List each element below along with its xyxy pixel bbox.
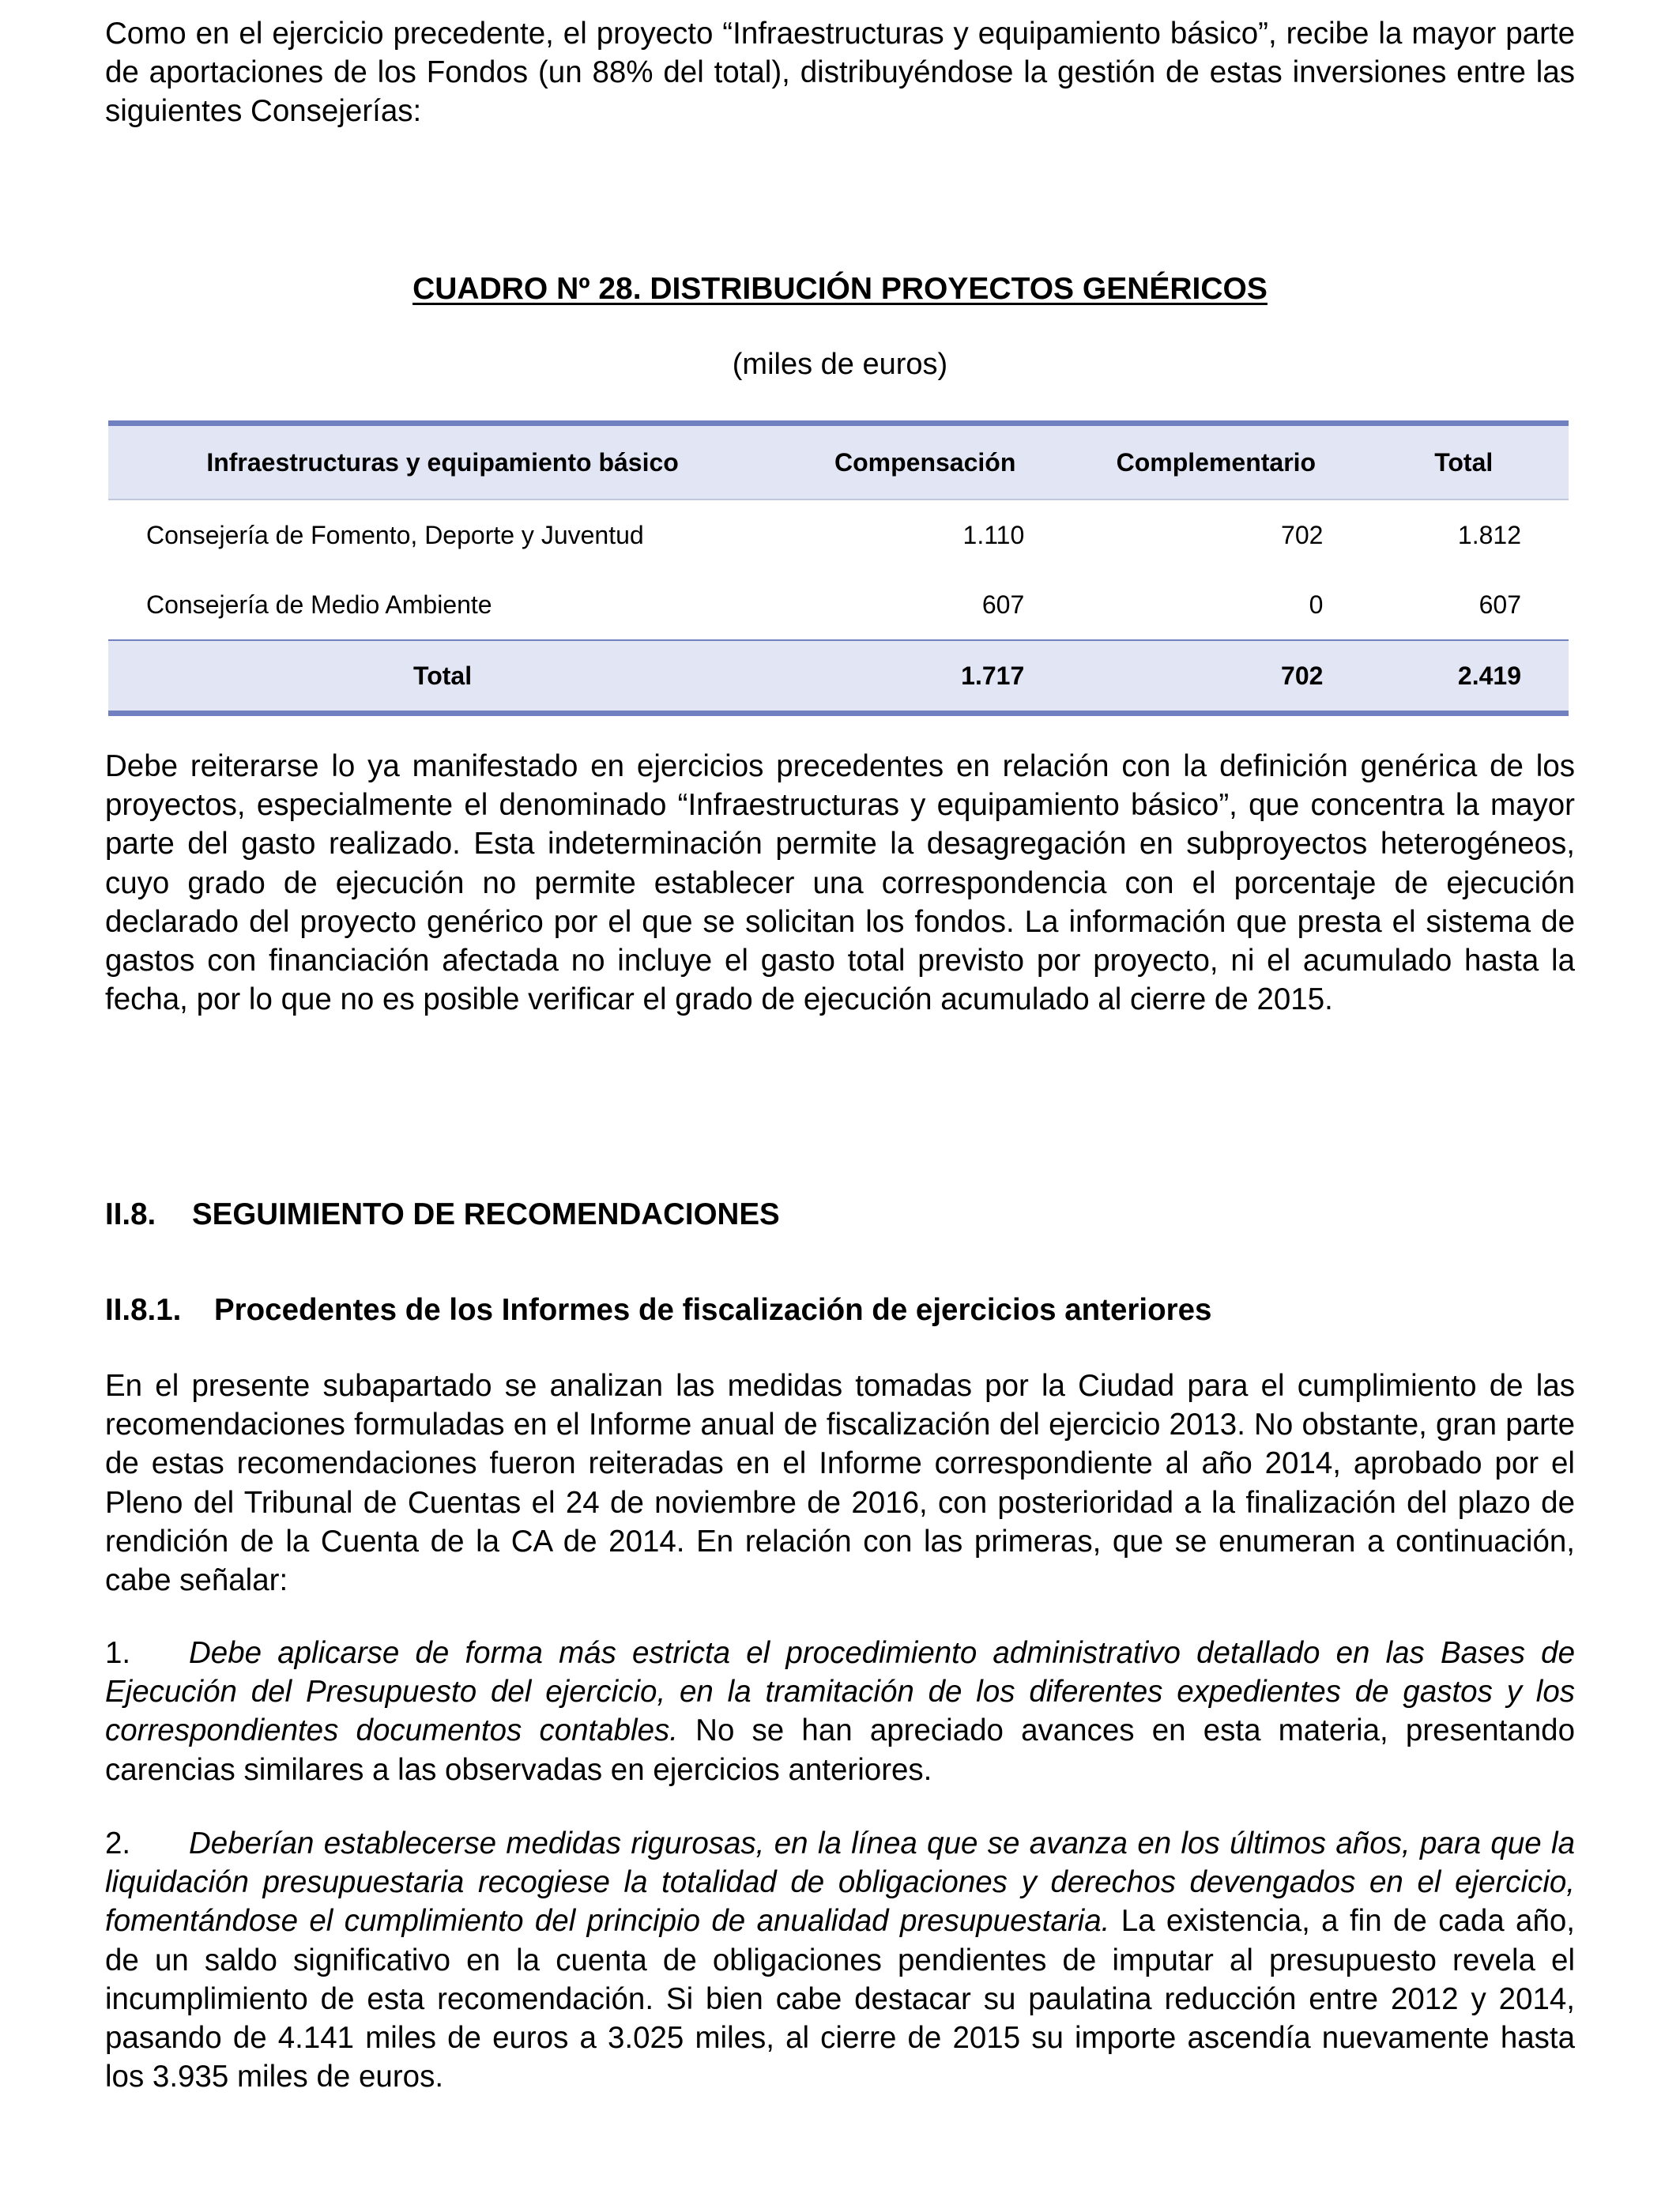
cell-complementario: 0 [1309,590,1324,619]
table-total-row [108,640,1569,714]
intro-paragraph: Como en el ejercicio precedente, el proyecto “Infraestructuras y equipamiento básico”, recibe la mayor parte de aportaciones de los Fondos (un 88% del total), distribuyéndose la gestión de estas inversiones entre las siguientes Consejerías: [105,17,1575,129]
recommendation-text: Debe aplicarse de forma más estricta el procedimiento administrativo detallado en las Bases de Ejecución del Presupuesto del ejercicio, en la tramitación de los diferentes expedientes de gastos y los correspondientes documentos contables. [105,1636,1575,1748]
section-number: II.8. [105,1197,156,1231]
table-row [108,570,1569,640]
recommendation-comment: La existencia, a fin de cada año, de un saldo significativo en la cuenta de obligaciones pendientes de imputar al presupuesto revela el incumplimiento de esta recomendación. Si bien cabe destacar su paulatina reducción entre 2012 y 2014, pasando de 4.141 miles de euros a 3.025 miles, al cierre de 2015 su importe ascendía nuevamente hasta los 3.935 miles de euros. [105,1904,1575,2094]
column-header-total: Total [1358,424,1569,500]
item-number: 1. [105,1636,131,1670]
recommendation-comment: No se han apreciado avances en esta materia, presentando carencias similares a las observadas en ejercicios anteriores. [105,1713,1575,1787]
total-row-label: Total [108,640,777,714]
item-number: 2. [105,1826,131,1860]
row-label: Consejería de Fomento, Deporte y Juventud [146,520,644,549]
table-subtitle: (miles de euros) [732,348,948,381]
paragraph-2: Debe reiterarse lo ya manifestado en ejercicios precedentes en relación con la definición genérica de los proyectos, especialmente el denominado “Infraestructuras y equipamiento básico”, que concentra la mayor parte del gasto realizado. Esta indeterminación permite la desagregación en subproyectos heterogéneos, cuyo grado de ejecución no permite establecer una correspondencia con el porcentaje de ejecución declarado del proyecto genérico por el que se solicitan los fondos. La información que presta el sistema de gastos con financiación afectada no incluye el gasto total previsto por proyecto, ni el acumulado hasta la fecha, por lo que no es posible verificar el grado de ejecución acumulado al cierre de 2015. [105,749,1575,1017]
paragraph-3: En el presente subapartado se analizan las medidas tomadas por la Ciudad para el cumplimiento de las recomendaciones formuladas en el Informe anual de fiscalización del ejercicio 2013. No obstante, gran parte de estas recomendaciones fueron reiteradas en el Informe correspondiente al año 2014, aprobado por el Pleno del Tribunal de Cuentas el 24 de noviembre de 2016, con posterioridad a la finalización del plazo de rendición de la Cuenta de la CA de 2014. En relación con las primeras, que se enumeran a continuación, cabe señalar: [105,1369,1575,1598]
row-label: Consejería de Medio Ambiente [146,590,492,619]
subsection-heading [105,1291,1211,1329]
cell-total: 607 [1478,590,1521,619]
column-header-project: Infraestructuras y equipamiento básico [108,424,777,500]
subsection-number: II.8.1. [105,1293,182,1327]
column-header-complementario: Complementario [1073,424,1358,500]
total-compensacion: 1.717 [777,640,1073,714]
recommendation-item-1 [105,1634,1575,1789]
table-header-row [108,424,1569,500]
section-title: SEGUIMIENTO DE RECOMENDACIONES [192,1197,780,1231]
subsection-title: Procedentes de los Informes de fiscalización de ejercicios anteriores [214,1293,1212,1327]
cell-complementario: 702 [1281,520,1324,549]
column-header-compensacion: Compensación [777,424,1073,500]
total-total: 2.419 [1358,640,1569,714]
total-complementario: 702 [1073,640,1358,714]
distribution-table [108,420,1569,716]
cell-compensacion: 1.110 [962,520,1025,549]
table-title [0,270,1680,308]
cell-total: 1.812 [1457,520,1521,549]
table-title-text: CUADRO Nº 28. DISTRIBUCIÓN PROYECTOS GENÉRICOS [412,272,1268,306]
section-heading [105,1196,780,1234]
cell-compensacion: 607 [981,590,1025,619]
recommendation-text: Deberían establecerse medidas rigurosas, en la línea que se avanza en los últimos años, para que la liquidación presupuestaria recogiese la totalidad de obligaciones y derechos devengados en el ejercicio, fomentándose el cumplimiento del principio de anualidad presupuestaria. [105,1826,1575,1939]
recommendation-item-2 [105,1824,1575,2096]
table-row [108,499,1569,570]
